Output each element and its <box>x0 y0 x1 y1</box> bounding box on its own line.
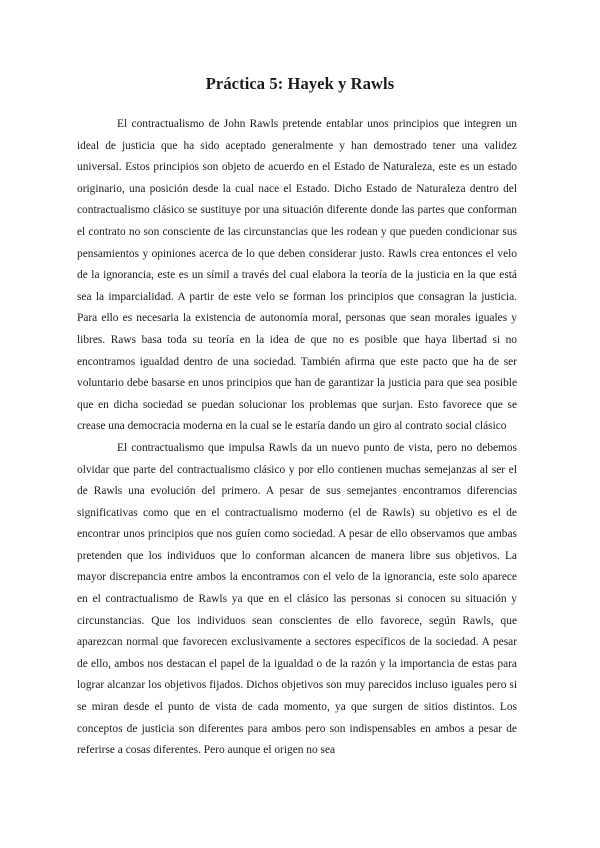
paragraph-2: El contractualismo que impulsa Rawls da un nuevo punto de vista, pero no debemos olvidar que parte del contractualismo clásico y por ello contienen muchas semejanzas al ser el de Rawls una evolución del primero. A pesar de sus semejantes encontramos diferencias significativas como que en el contractualismo moderno (el de Rawls) su objetivo es el de encontrar unos principios que nos guíen como sociedad. A pesar de ello observamos que ambas pretenden que los individuos que lo conforman alcancen de manera libre sus objetivos. La mayor discrepancia entre ambos la encontramos con el velo de la ignorancia, este solo aparece en el contractualismo de Rawls ya que en el clásico las personas si conocen su situación y circunstancias. Que los individuos sean conscientes de ello favorece, según Rawls, que aparezcan normal que favorecen exclusivamente a sectores específicos de la sociedad. A pesar de ello, ambos nos destacan el papel de la igualdad o de la razón y la importancia de estas para lograr alcanzar los objetivos fijados. Dichos objetivos son muy parecidos incluso iguales pero si se miran desde el punto de vista de cada momento, ya que surgen de sitios distintos. Los conceptos de justicia son diferentes para ambos pero son indispensables en ambos a pesar de referirse a cosas diferentes. Pero aunque el origen no sea <box>77 441 517 757</box>
document-body <box>77 114 517 762</box>
paragraph-1: El contractualismo de John Rawls pretende entablar unos principios que integren un ideal de justicia que ha sido aceptado generalmente y han demostrado tener una validez universal. Estos principios son objeto de acuerdo en el Estado de Naturaleza, este es un estado originario, una posición desde la cual nace el Estado. Dicho Estado de Naturaleza dentro del contractualismo clásico se sustituye por una situación diferente donde las partes que conforman el contrato no son consciente de las circunstancias que les rodean y que pueden condicionar sus pensamientos y opiniones acerca de lo que deben considerar justo. Rawls crea entonces el velo de la ignorancia, este es un símil a través del cual elabora la teoría de la justicia en la que está sea la imparcialidad. A partir de este velo se forman los principios que consagran la justicia. Para ello es necesaria la existencia de autonomía moral, personas que sean morales iguales y libres. Raws basa toda su teoría en la idea de que no es posible que haya libertad si no encontramos igualdad dentro de una sociedad. También afirma que este pacto que ha de ser voluntario debe basarse en unos principios que han de garantizar la justicia para que sea posible que en dicha sociedad se puedan solucionar los problemas que surjan. Esto favorece que se crease una democracia moderna en la cual se le estaría dando un giro al contrato social clásico <box>77 118 517 433</box>
document-title: Práctica 5: Hayek y Rawls <box>205 74 395 93</box>
